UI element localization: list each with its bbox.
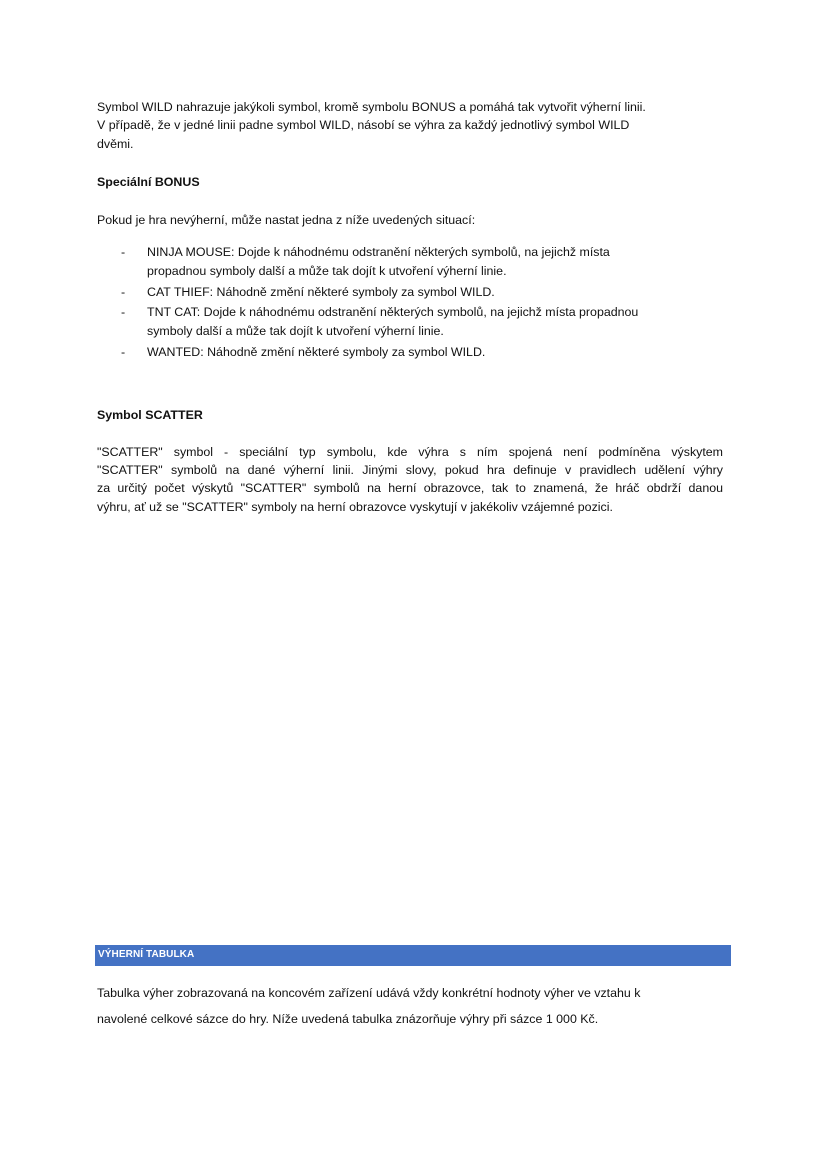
bonus-heading: Speciální BONUS — [97, 175, 200, 189]
table-paragraph-line: Tabulka výher zobrazovaná na koncovém zařízení udává vždy konkrétní hodnoty výher ve vztahu k — [97, 986, 641, 1000]
table-section-heading: VÝHERNÍ TABULKA — [98, 949, 195, 960]
bonus-item-line: TNT CAT: Dojde k náhodnému odstranění některých symbolů, na jejichž místa propadnou — [147, 305, 639, 319]
bonus-intro: Pokud je hra nevýherní, může nastat jedna z níže uvedených situací: — [97, 213, 476, 227]
bonus-item-line: NINJA MOUSE: Dojde k náhodnému odstranění některých symbolů, na jejichž místa — [147, 245, 610, 259]
scatter-paragraph-line: výhru, ať už se "SCATTER" symboly na herní obrazovce vyskytují v jakékoliv vzájemné pozici. — [97, 500, 613, 514]
bullet-dash: - — [121, 305, 126, 319]
wild-paragraph-line: dvěmi. — [97, 137, 134, 151]
table-section-header-bar — [95, 945, 731, 966]
bullet-dash: - — [121, 285, 126, 299]
wild-paragraph-line: V případě, že v jedné linii padne symbol WILD, násobí se výhra za každý jednotlivý symbol WILD — [97, 118, 630, 132]
bonus-item-line: propadnou symboly další a může tak dojít k utvoření výherní linie. — [147, 264, 507, 278]
bonus-item-line: WANTED: Náhodně změní některé symboly za symbol WILD. — [147, 345, 486, 359]
scatter-paragraph-line: "SCATTER" symbol - speciální typ symbolu, kde výhra s ním spojená není podmíněna výskytem — [97, 445, 723, 459]
bullet-dash: - — [121, 345, 126, 359]
scatter-paragraph-line: za určitý počet výskytů "SCATTER" symbolů na herní obrazovce, tak to znamená, že hráč obdrží danou — [97, 481, 723, 495]
table-paragraph-line: navolené celkové sázce do hry. Níže uvedená tabulka znázorňuje výhry při sázce 1 000 Kč. — [97, 1012, 599, 1026]
wild-paragraph-line: Symbol WILD nahrazuje jakýkoli symbol, kromě symbolu BONUS a pomáhá tak vytvořit výherní linii. — [97, 100, 646, 114]
bullet-dash: - — [121, 245, 126, 259]
bonus-item-line: CAT THIEF: Náhodně změní některé symboly za symbol WILD. — [147, 285, 495, 299]
bonus-item-line: symboly další a může tak dojít k utvoření výherní linie. — [147, 324, 444, 338]
scatter-paragraph-line: "SCATTER" symbolů na dané výherní linii. Jinými slovy, pokud hra definuje v pravidlech udělení výhry — [97, 463, 723, 477]
scatter-heading: Symbol SCATTER — [97, 408, 203, 422]
